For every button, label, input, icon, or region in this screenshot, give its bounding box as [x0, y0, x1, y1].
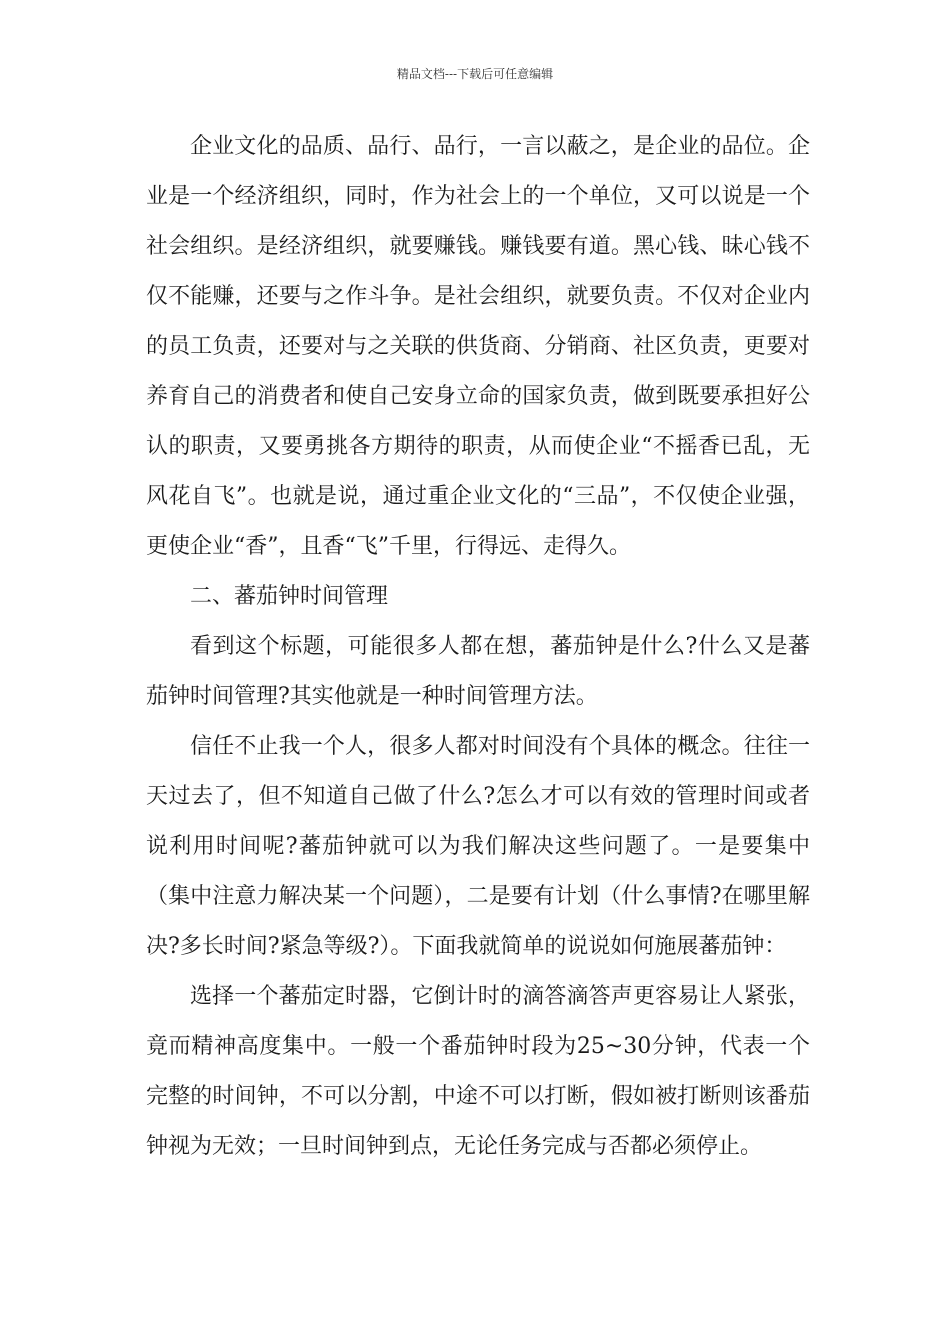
- document-body: [146, 122, 810, 1172]
- section-heading-pomodoro: 二、蕃茄钟时间管理: [190, 584, 389, 609]
- paragraph-time-concept: 信任不止我一个人，很多人都对时间没有个具体的概念。往往一天过去了，但不知道自己做了什么?怎么才可以有效的管理时间或者说利用时间呢?蕃茄钟就可以为我们解决这些问题了。一是要集中（集中注意力解决某一个问题），二是要有计划（什么事情?在哪里解决?多长时间?紧急等级?）。下面我就简单的说说如何施展蕃茄钟：: [146, 734, 810, 959]
- paragraph-timer-usage: 选择一个蕃茄定时器，它倒计时的滴答滴答声更容易让人紧张，竟而精神高度集中。一般一个番茄钟时段为25~30分钟，代表一个完整的时间钟，不可以分割，中途不可以打断，假如被打断则该番茄钟视为无效；一旦时间钟到点，无论任务完成与否都必须停止。: [146, 984, 810, 1159]
- paragraph-corporate-culture: 企业文化的品质、品行、品行，一言以蔽之，是企业的品位。企业是一个经济组织，同时，作为社会上的一个单位，又可以说是一个社会组织。是经济组织，就要赚钱。赚钱要有道。黑心钱、昧心钱不仅不能赚，还要与之作斗争。是社会组织，就要负责。不仅对企业内的员工负责，还要对与之关联的供货商、分销商、社区负责，更要对养育自己的消费者和使自己安身立命的国家负责，做到既要承担好公认的职责，又要勇挑各方期待的职责，从而使企业“不摇香已乱，无风花自飞”。也就是说，通过重企业文化的“三品”，不仅使企业强，更使企业“香”，且香“飞”千里，行得远、走得久。: [146, 134, 810, 559]
- page-header: 精品文档---下载后可任意编辑: [396, 67, 554, 81]
- paragraph-pomodoro-intro: 看到这个标题，可能很多人都在想，蕃茄钟是什么?什么又是蕃茄钟时间管理?其实他就是一种时间管理方法。: [146, 634, 810, 709]
